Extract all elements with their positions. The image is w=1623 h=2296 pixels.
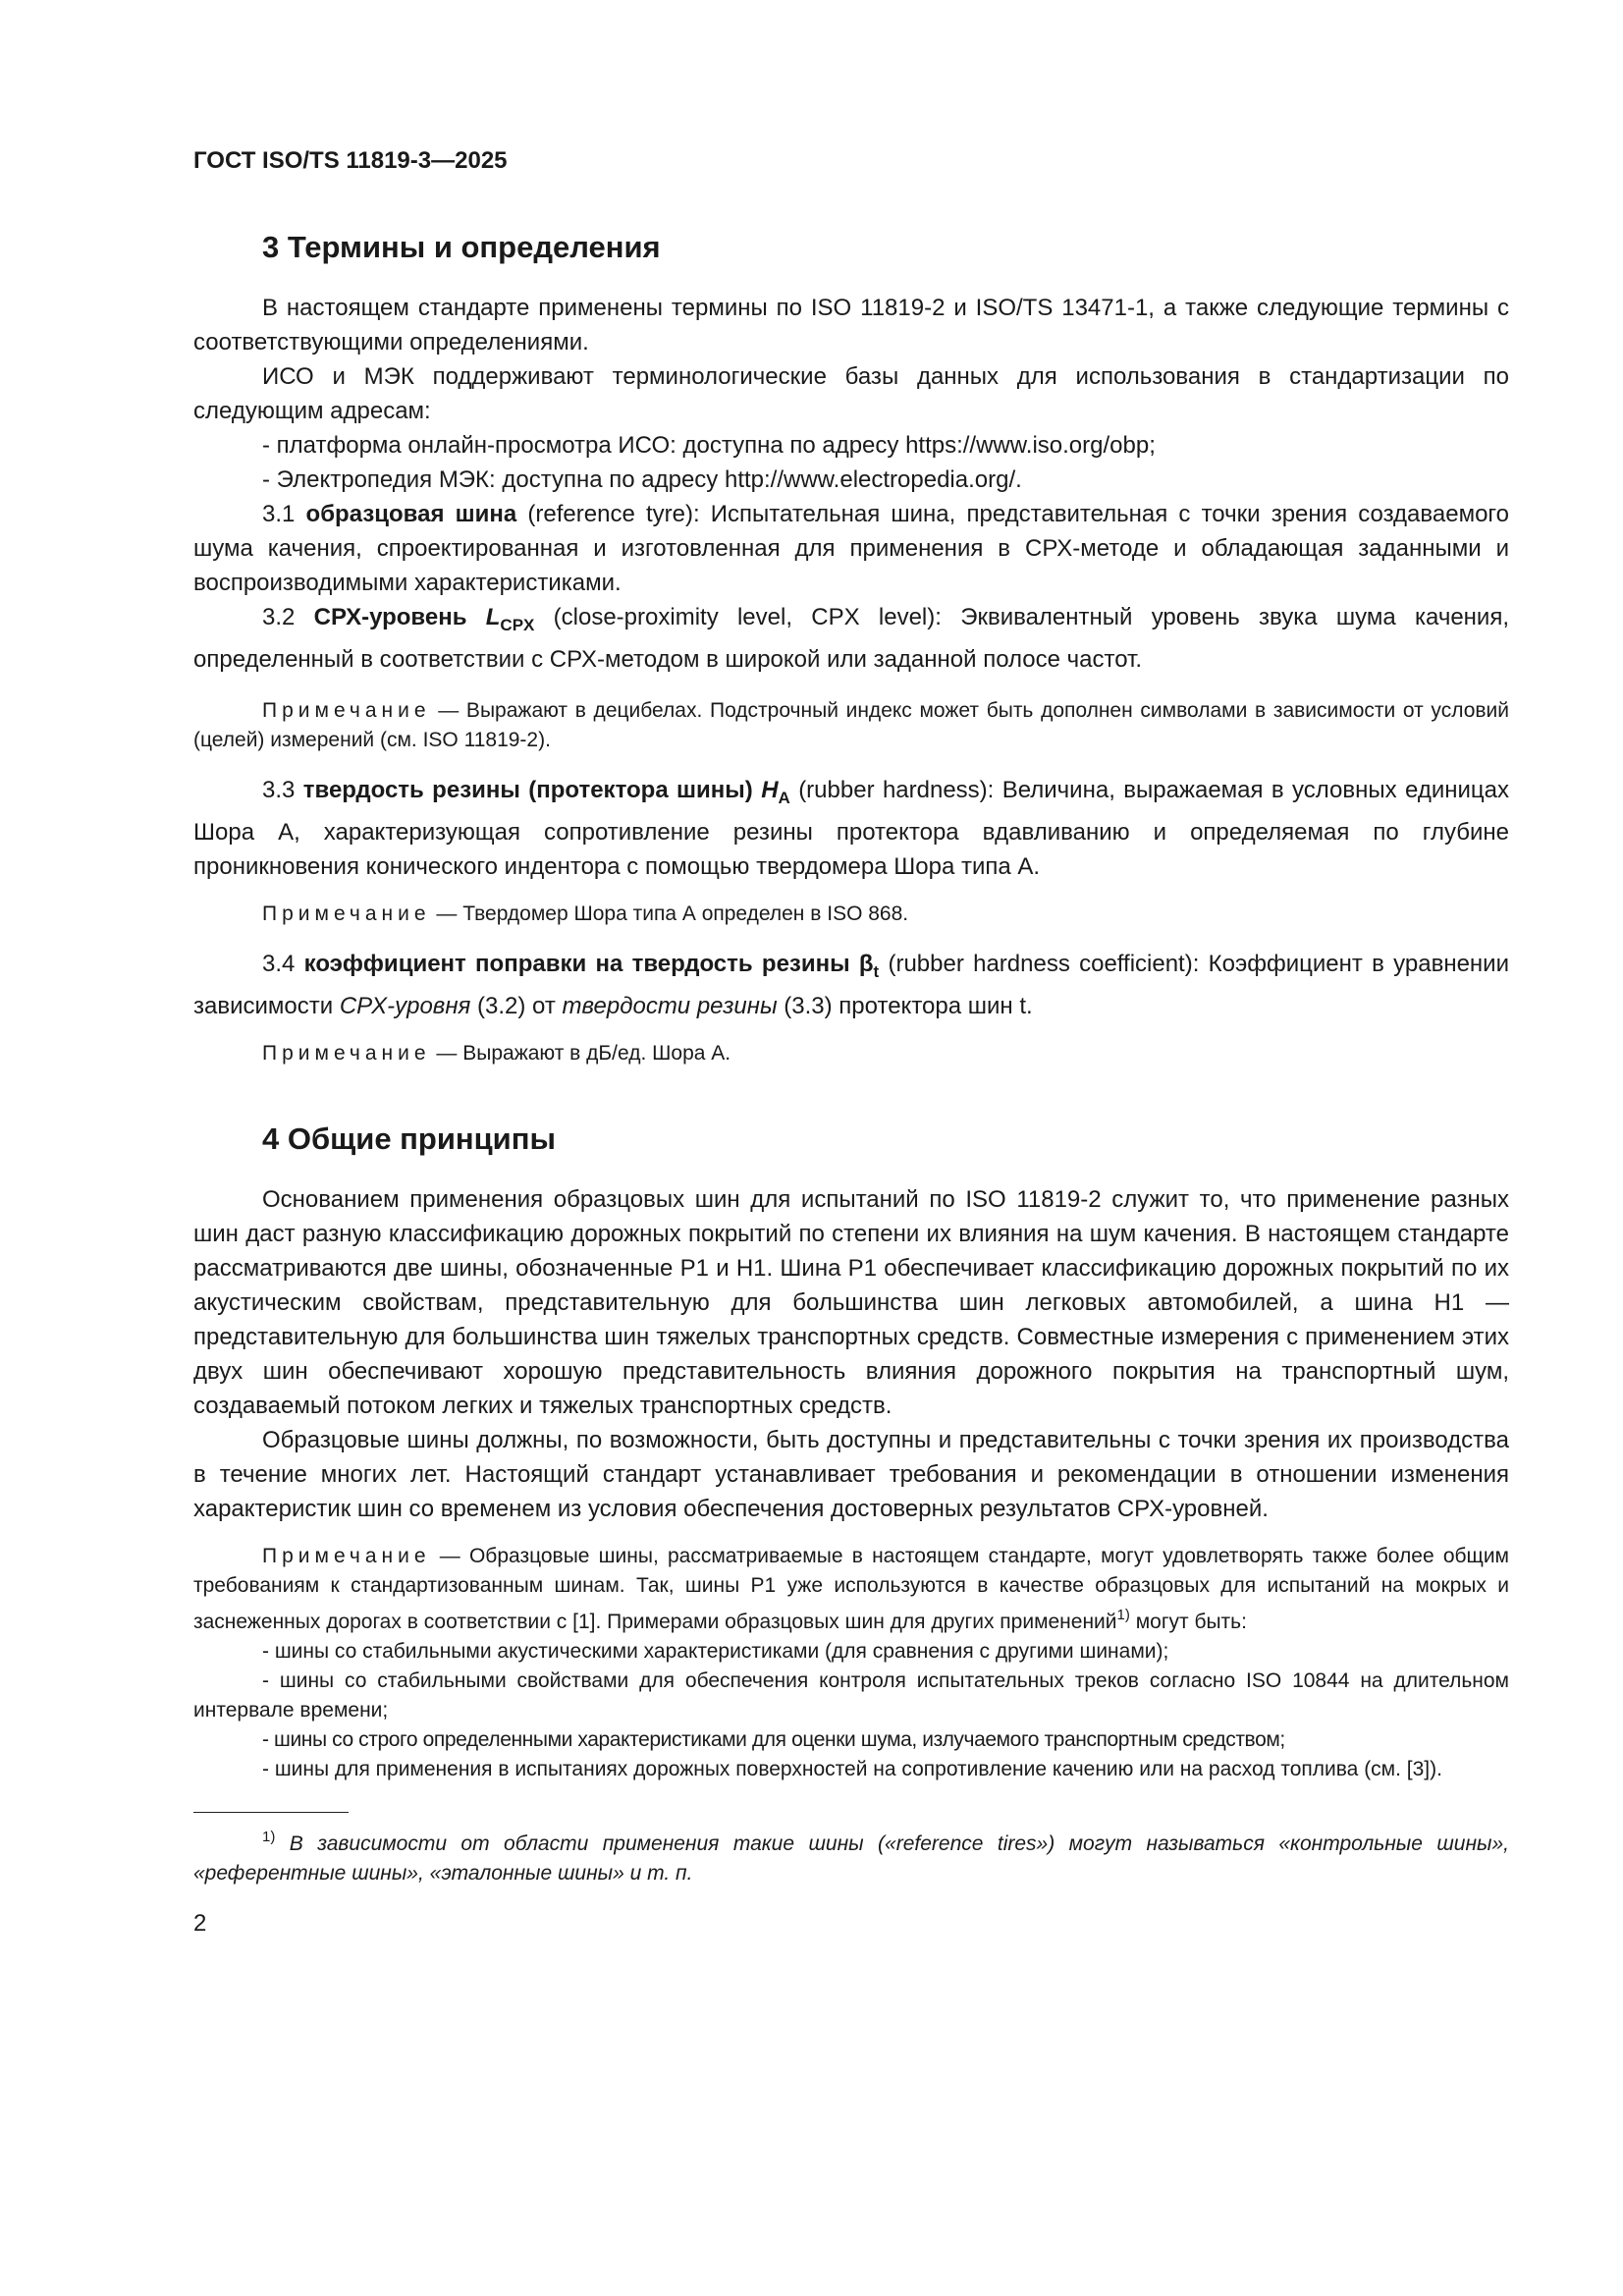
footnote-divider [193,1812,349,1813]
term-3-4-name: коэффициент поправки на твердость резины [303,951,850,977]
sec3-dash-1: - платформа онлайн-просмотра ИСО: доступна по адресу https://www.iso.org/obp; [262,432,1156,459]
term-3-4-ref-2: твердости резины [562,993,778,1019]
term-3-2-symbol: $L_{CPX}$ [485,604,535,634]
sec3-dash-2: - Электропедия МЭК: доступна по адресу http://www.electropedia.org/. [262,466,1022,493]
term-3-1-definition: (reference tyre): Испытательная шина, представительная с точки зрения создаваемого шума качения, спроектированная и изготовленная для применения в СРХ-методе и обладающая заданными и воспроизводимыми характеристиками. [193,501,1509,596]
footnote-mark: 1) [262,1829,276,1845]
footnote-text: В зависимости от области применения такие шины («reference tires») могут называться «контрольные шины», «референтные шины», «эталонные шины» и т. п. [193,1832,1509,1885]
note-4-text-a: — Образцовые шины, рассматриваемые в настоящем стандарте, могут удовлетворять также более общим требованиям к стандартизованным шинам. Так, шины Р1 уже используются в качестве образцовых для испытаний на мокрых и заснеженных дорогах в соответствии с [1]. Примерами образцовых шин для других применений [193,1545,1509,1633]
note-label: Примечание [262,902,431,925]
note-4-dash-1: - шины со стабильными акустическими характеристиками (для сравнения с другими шинами); [262,1640,1169,1663]
note-3-3 [193,900,1509,929]
term-3-2-definition: (close-proximity level, CPX level): Эквивалентный уровень звука шума качения, определенный в соответствии с СРХ-методом в широкой или заданной полосе частот. [193,604,1510,673]
sec3-intro-1: В настоящем стандарте применены термины по ISO 11819-2 и ISO/TS 13471-1, а также следующие термины с соответствующими определениями. [193,295,1509,355]
note-4-dash-2: - шины со стабильными свойствами для обеспечения контроля испытательных треков согласно ISO 10844 на длительном интервале времени; [193,1669,1509,1722]
sec3-intro-2: ИСО и МЭК поддерживают терминологические базы данных для использования в стандартизации по следующим адресам: [193,363,1509,424]
section-3-title: 3 Термины и определения [262,230,661,264]
section-4-title: 4 Общие принципы [262,1121,556,1156]
note-3-4 [193,1039,1509,1068]
term-3-4-definition-a: (rubber hardness coefficient): Коэффициент в уравнении зависимости [193,951,1509,1019]
note-4 [193,1542,1509,1784]
note-label: Примечание [262,1042,431,1065]
term-3-4-definition-c: (3.3) протектора шин t. [777,993,1033,1019]
term-3-2-name: СРХ-уровень [313,604,467,630]
footnote-ref[interactable]: 1) [1116,1607,1130,1623]
term-3-4-ref-1: СРХ-уровня [339,993,471,1019]
sec4-paragraph-1: Основанием применения образцовых шин для испытаний по ISO 11819-2 служит то, что применение разных шин даст разную классификацию дорожных покрытий по степени их влияния на шум качения. В настоящем стандарте рассматриваются две шины, обозначенные Р1 и Н1. Шина Р1 обеспечивает классификацию дорожных покрытий по их акустическим свойствам, представительную для большинства шин легковых автомобилей, а шина Н1 — представительную для большинства шин тяжелых транспортных средств. Совместные измерения с применением этих двух шин обеспечивают хорошую представительность влияния дорожного покрытия на транспортный шум, создаваемый потоком легких и тяжелых транспортных средств. [193,1186,1509,1419]
term-3-3-name: твердость резины (протектора шины) [302,777,753,803]
footnote [193,1823,1509,1888]
note-4-dash-4: - шины для применения в испытаниях дорожных поверхностей на сопротивление качению или на расход топлива (см. [3]). [262,1758,1442,1780]
document-page [193,147,1509,1938]
document-header: ГОСТ ISO/TS 11819-3—2025 [193,147,508,174]
note-3-4-text: — Выражают в дБ/ед. Шора А. [430,1042,731,1065]
note-4-text-b: могут быть: [1129,1611,1247,1633]
term-3-2 [193,600,1509,677]
note-4-dash-3: - шины со строго определенными характеристиками для оценки шума, излучаемого транспортным средством; [262,1728,1285,1751]
term-3-3-definition: (rubber hardness): Величина, выражаемая в условных единицах Шора А, характеризующая сопротивление резины протектора вдавливанию и определяемая по глубине проникновения конического индентора с помощью твердомера Шора типа А. [193,777,1509,880]
page-number: 2 [193,1910,207,1937]
sec4-paragraph-2: Образцовые шины должны, по возможности, быть доступны и представительны с точки зрения их производства в течение многих лет. Настоящий стандарт устанавливает требования и рекомендации в отношении изменения характеристик шин со временем из условия обеспечения достоверных результатов СРХ-уровней. [193,1427,1509,1522]
term-3-3 [193,773,1509,884]
term-3-1-name: образцовая шина [305,501,517,527]
term-3-2-number: 3.2 [262,604,296,630]
term-3-3-number: 3.3 [262,777,296,803]
note-label: Примечание [262,1545,431,1567]
term-3-4-symbol: $\beta_t$ [858,951,880,981]
note-3-3-text: — Твердомер Шора типа А определен в ISO 868. [430,902,909,925]
note-3-2 [193,696,1509,755]
term-3-1 [193,497,1509,600]
note-label: Примечание [262,699,431,722]
term-3-4 [193,947,1509,1023]
term-3-3-symbol: $H_A$ [761,777,790,807]
term-3-4-definition-b: (3.2) от [470,993,563,1019]
term-3-4-number: 3.4 [262,951,296,977]
note-3-2-text: — Выражают в децибелах. Подстрочный индекс может быть дополнен символами в зависимости от условий (целей) измерений (см. ISO 11819-2). [193,699,1509,751]
term-3-1-number: 3.1 [262,501,296,527]
